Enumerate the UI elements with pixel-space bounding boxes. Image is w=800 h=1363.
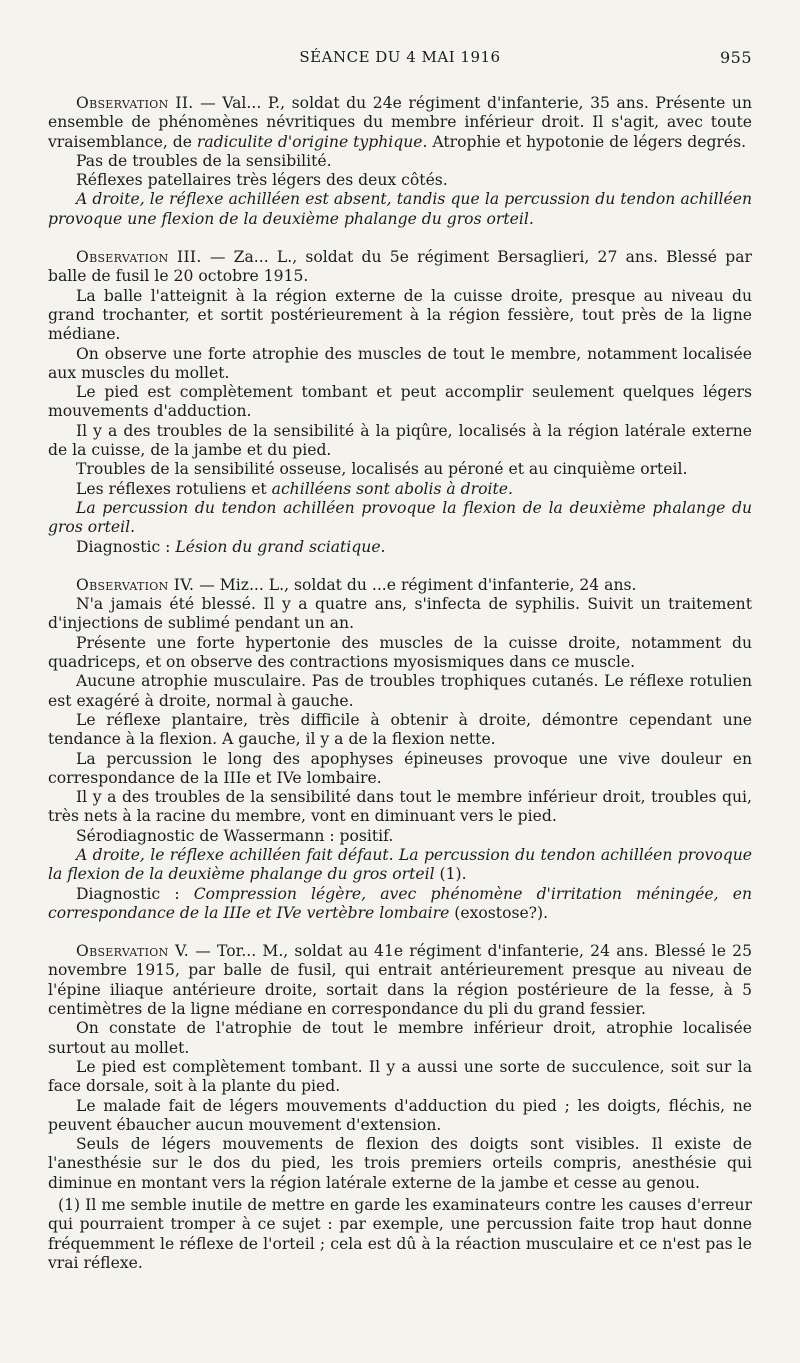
- observation-paragraph: [48, 788, 752, 827]
- observation-paragraph: [48, 711, 752, 750]
- body-text: Sérodiagnostic de Wassermann : positif.: [76, 826, 394, 845]
- body-text: Le pied est complètement tombant. Il y a aussi une sorte de succulence, soit sur la face dorsale, soit à la plante du pied.: [48, 1057, 752, 1096]
- observation-heading: Observation III.: [76, 248, 202, 267]
- body-text: Il y a des troubles de la sensibilité à la piqûre, localisés à la région latérale externe de la cuisse, de la jambe et du pied.: [48, 421, 752, 460]
- observation-section: [48, 248, 752, 557]
- page-number: 955: [719, 48, 752, 67]
- observation-paragraph: [48, 190, 752, 229]
- body-text: (1).: [434, 865, 467, 884]
- body-text: Pas de troubles de la sensibilité.: [76, 151, 332, 170]
- observation-paragraph: [48, 1135, 752, 1193]
- body-text: Réflexes patellaires très légers des deux côtés.: [76, 171, 448, 190]
- observation-heading: Observation V.: [76, 942, 190, 961]
- body-text: La balle l'atteignit à la région externe de la cuisse droite, presque au niveau du grand trochanter, et sortit postérieurement à la région fessière, tout près de la ligne médiane.: [48, 286, 752, 344]
- footnote: [48, 1196, 752, 1273]
- observation-paragraph: [48, 152, 752, 171]
- observation-section: [48, 942, 752, 1193]
- body-text: Diagnostic :: [76, 884, 194, 903]
- body-text: Les réflexes rotuliens et: [76, 479, 272, 498]
- body-text: N'a jamais été blessé. Il y a quatre ans, s'infecta de syphilis. Suivit un traitement d'injections de sublimé pendant un an.: [48, 595, 752, 633]
- italic-text: A droite, le réflexe achilléen est absent, tandis que la percussion du tendon achilléen provoque une flexion de la deuxième phalange du gros orteil.: [48, 190, 752, 228]
- observation-paragraph: [48, 1097, 752, 1136]
- body-text: Présente une forte hypertonie des muscles de la cuisse droite, notamment du quadriceps, et on observe des contractions myosismiques dans ce muscle.: [48, 633, 752, 672]
- observation-heading: Observation IV.: [76, 575, 195, 594]
- body-text: On constate de l'atrophie de tout le membre inférieur droit, atrophie localisée surtout au mollet.: [48, 1019, 752, 1057]
- italic-text: radiculite d'origine typhique: [196, 132, 423, 151]
- observation-paragraph: [48, 885, 752, 924]
- body-text: Aucune atrophie musculaire. Pas de troubles trophiques cutanés. Le réflexe rotulien est exagéré à droite, normal à gauche.: [48, 672, 752, 710]
- body-text: Le malade fait de légers mouvements d'adduction du pied ; les doigts, fléchis, ne peuvent ébaucher aucun mouvement d'extension.: [48, 1096, 752, 1134]
- body-text: (exostose?).: [449, 903, 549, 922]
- observation-paragraph: [48, 383, 752, 422]
- italic-text: achilléens sont abolis à droite.: [271, 479, 513, 498]
- observation-paragraph: [48, 287, 752, 345]
- observation-paragraph: [48, 827, 752, 846]
- body-text: La percussion le long des apophyses épineuses provoque une vive douleur en correspondance de la IIIe et IVe lombaire.: [48, 749, 752, 787]
- observation-paragraph: [48, 672, 752, 711]
- footnote-text: (1) Il me semble inutile de mettre en garde les examinateurs contre les causes d'erreur qui pourraient tromper à ce sujet : par exemple, une percussion faite trop haut donne fréquemment le réflexe de l'orteil ; cela est dû à la réaction musculaire et ce n'est pas le vrai réflexe.: [48, 1196, 752, 1272]
- observation-section: [48, 576, 752, 923]
- body-text: Le pied est complètement tombant et peut accomplir seulement quelques légers mouvements d'adduction.: [48, 383, 752, 421]
- observation-paragraph: [48, 345, 752, 384]
- observation-paragraph: [48, 248, 752, 287]
- observation-paragraph: [48, 942, 752, 1019]
- observation-paragraph: [48, 460, 752, 479]
- body-text: — Val... P., soldat du 24e régiment d'infanterie, 35 ans. Présente un ensemble de phénomènes névritiques du membre inférieur droit. Il s'agit, avec toute vraisemblance, de: [48, 94, 752, 151]
- observation-paragraph: [48, 634, 752, 673]
- observation-paragraph: [48, 480, 752, 499]
- body-text: Seuls de légers mouvements de flexion des doigts sont visibles. Il existe de l'anesthésie sur le dos du pied, les trois premiers orteils compris, anesthésie qui diminue en montant vers la région latérale externe de la jambe et cesse au genou.: [48, 1135, 752, 1192]
- body-text: Diagnostic :: [76, 537, 176, 556]
- body-text: Le réflexe plantaire, très difficile à obtenir à droite, démontre cependant une tendance à la flexion. A gauche, il y a de la flexion nette.: [48, 710, 752, 749]
- observation-paragraph: [48, 595, 752, 634]
- observation-paragraph: [48, 538, 752, 557]
- observation-heading: Observation II.: [76, 94, 194, 112]
- observation-paragraph: [48, 422, 752, 461]
- observations-body: [48, 94, 752, 1193]
- observation-paragraph: [48, 846, 752, 885]
- italic-text: Lésion du grand sciatique.: [175, 537, 386, 556]
- observation-paragraph: [48, 499, 752, 538]
- observation-paragraph: [48, 1058, 752, 1097]
- body-text: . Atrophie et hypotonie de légers degrés.: [422, 132, 747, 151]
- body-text: — Za... L., soldat du 5e régiment Bersaglieri, 27 ans. Blessé par balle de fusil le 20 octobre 1915.: [48, 248, 752, 286]
- italic-text: A droite, le réflexe achilléen fait défaut. La percussion du tendon achilléen provoque la flexion de la deuxième phalange du gros orteil: [48, 845, 752, 884]
- body-text: On observe une forte atrophie des muscles de tout le membre, notamment localisée aux muscles du mollet.: [48, 344, 752, 382]
- observation-paragraph: [48, 750, 752, 789]
- body-text: Il y a des troubles de la sensibilité dans tout le membre inférieur droit, troubles qui, très nets à la racine du membre, vont en diminuant vers le pied.: [48, 788, 752, 826]
- italic-text: La percussion du tendon achilléen provoque la flexion de la deuxième phalange du gros orteil.: [48, 498, 752, 537]
- body-text: — Tor... M., soldat au 41e régiment d'infanterie, 24 ans. Blessé le 25 novembre 1915, par balle de fusil, qui entrait antérieurement presque au niveau de l'épine iliaque antérieure droite, sortait dans la région postérieure de la fesse, à 5 centimètres de la ligne médiane en correspondance du pli du grand fessier.: [48, 942, 752, 1019]
- italic-text: Compression légère, avec phénomène d'irritation méningée, en correspondance de la IIIe et IVe vertèbre lombaire: [48, 884, 752, 922]
- observation-paragraph: [48, 171, 752, 190]
- observation-paragraph: [48, 94, 752, 152]
- body-text: Troubles de la sensibilité osseuse, localisés au péroné et au cinquième orteil.: [76, 460, 688, 479]
- observation-section: [48, 94, 752, 229]
- observation-paragraph: [48, 1019, 752, 1058]
- page-header: [48, 48, 752, 72]
- observation-paragraph: [48, 576, 752, 595]
- running-title: SÉANCE DU 4 MAI 1916: [299, 48, 501, 66]
- body-text: — Miz... L., soldat du ...e régiment d'infanterie, 24 ans.: [194, 575, 637, 594]
